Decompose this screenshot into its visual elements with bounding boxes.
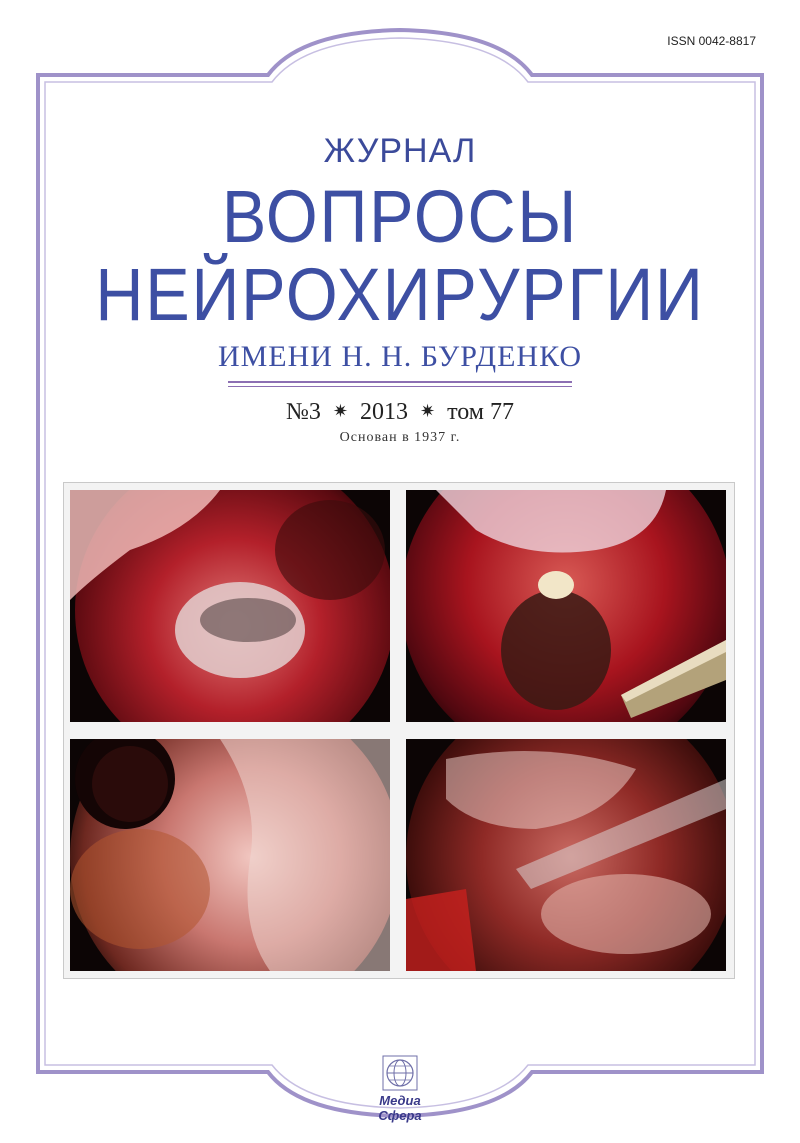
photo-grid — [63, 482, 735, 979]
journal-subtitle: ИМЕНИ Н. Н. БУРДЕНКО — [217, 340, 583, 373]
publisher-logo — [360, 1055, 440, 1123]
star-separator-icon: ✷ — [332, 401, 348, 421]
founded-year: Основан в 1937 г. — [339, 430, 461, 445]
journal-title-line-1: ВОПРОСЫ — [221, 175, 579, 258]
divider-rule — [228, 381, 572, 383]
star-separator-icon: ✷ — [420, 401, 436, 421]
issue-info — [0, 399, 800, 426]
endoscopic-image-3 — [70, 739, 390, 971]
publisher-name: Медиа Сфера — [378, 1093, 422, 1123]
endoscopic-image-1 — [70, 490, 390, 722]
endoscopic-image-2 — [406, 490, 726, 722]
divider-rule-thin — [228, 386, 572, 387]
issue-year: 2013 — [360, 399, 408, 425]
journal-title-line-2: НЕЙРОХИРУРГИИ — [95, 253, 705, 336]
issn-number: ISSN 0042-8817 — [667, 34, 756, 48]
issue-number: №3 — [286, 399, 321, 425]
issue-volume: том 77 — [447, 399, 514, 425]
journal-label: ЖУРНАЛ — [323, 132, 477, 170]
endoscopic-image-4 — [406, 739, 726, 971]
globe-icon — [382, 1055, 418, 1091]
